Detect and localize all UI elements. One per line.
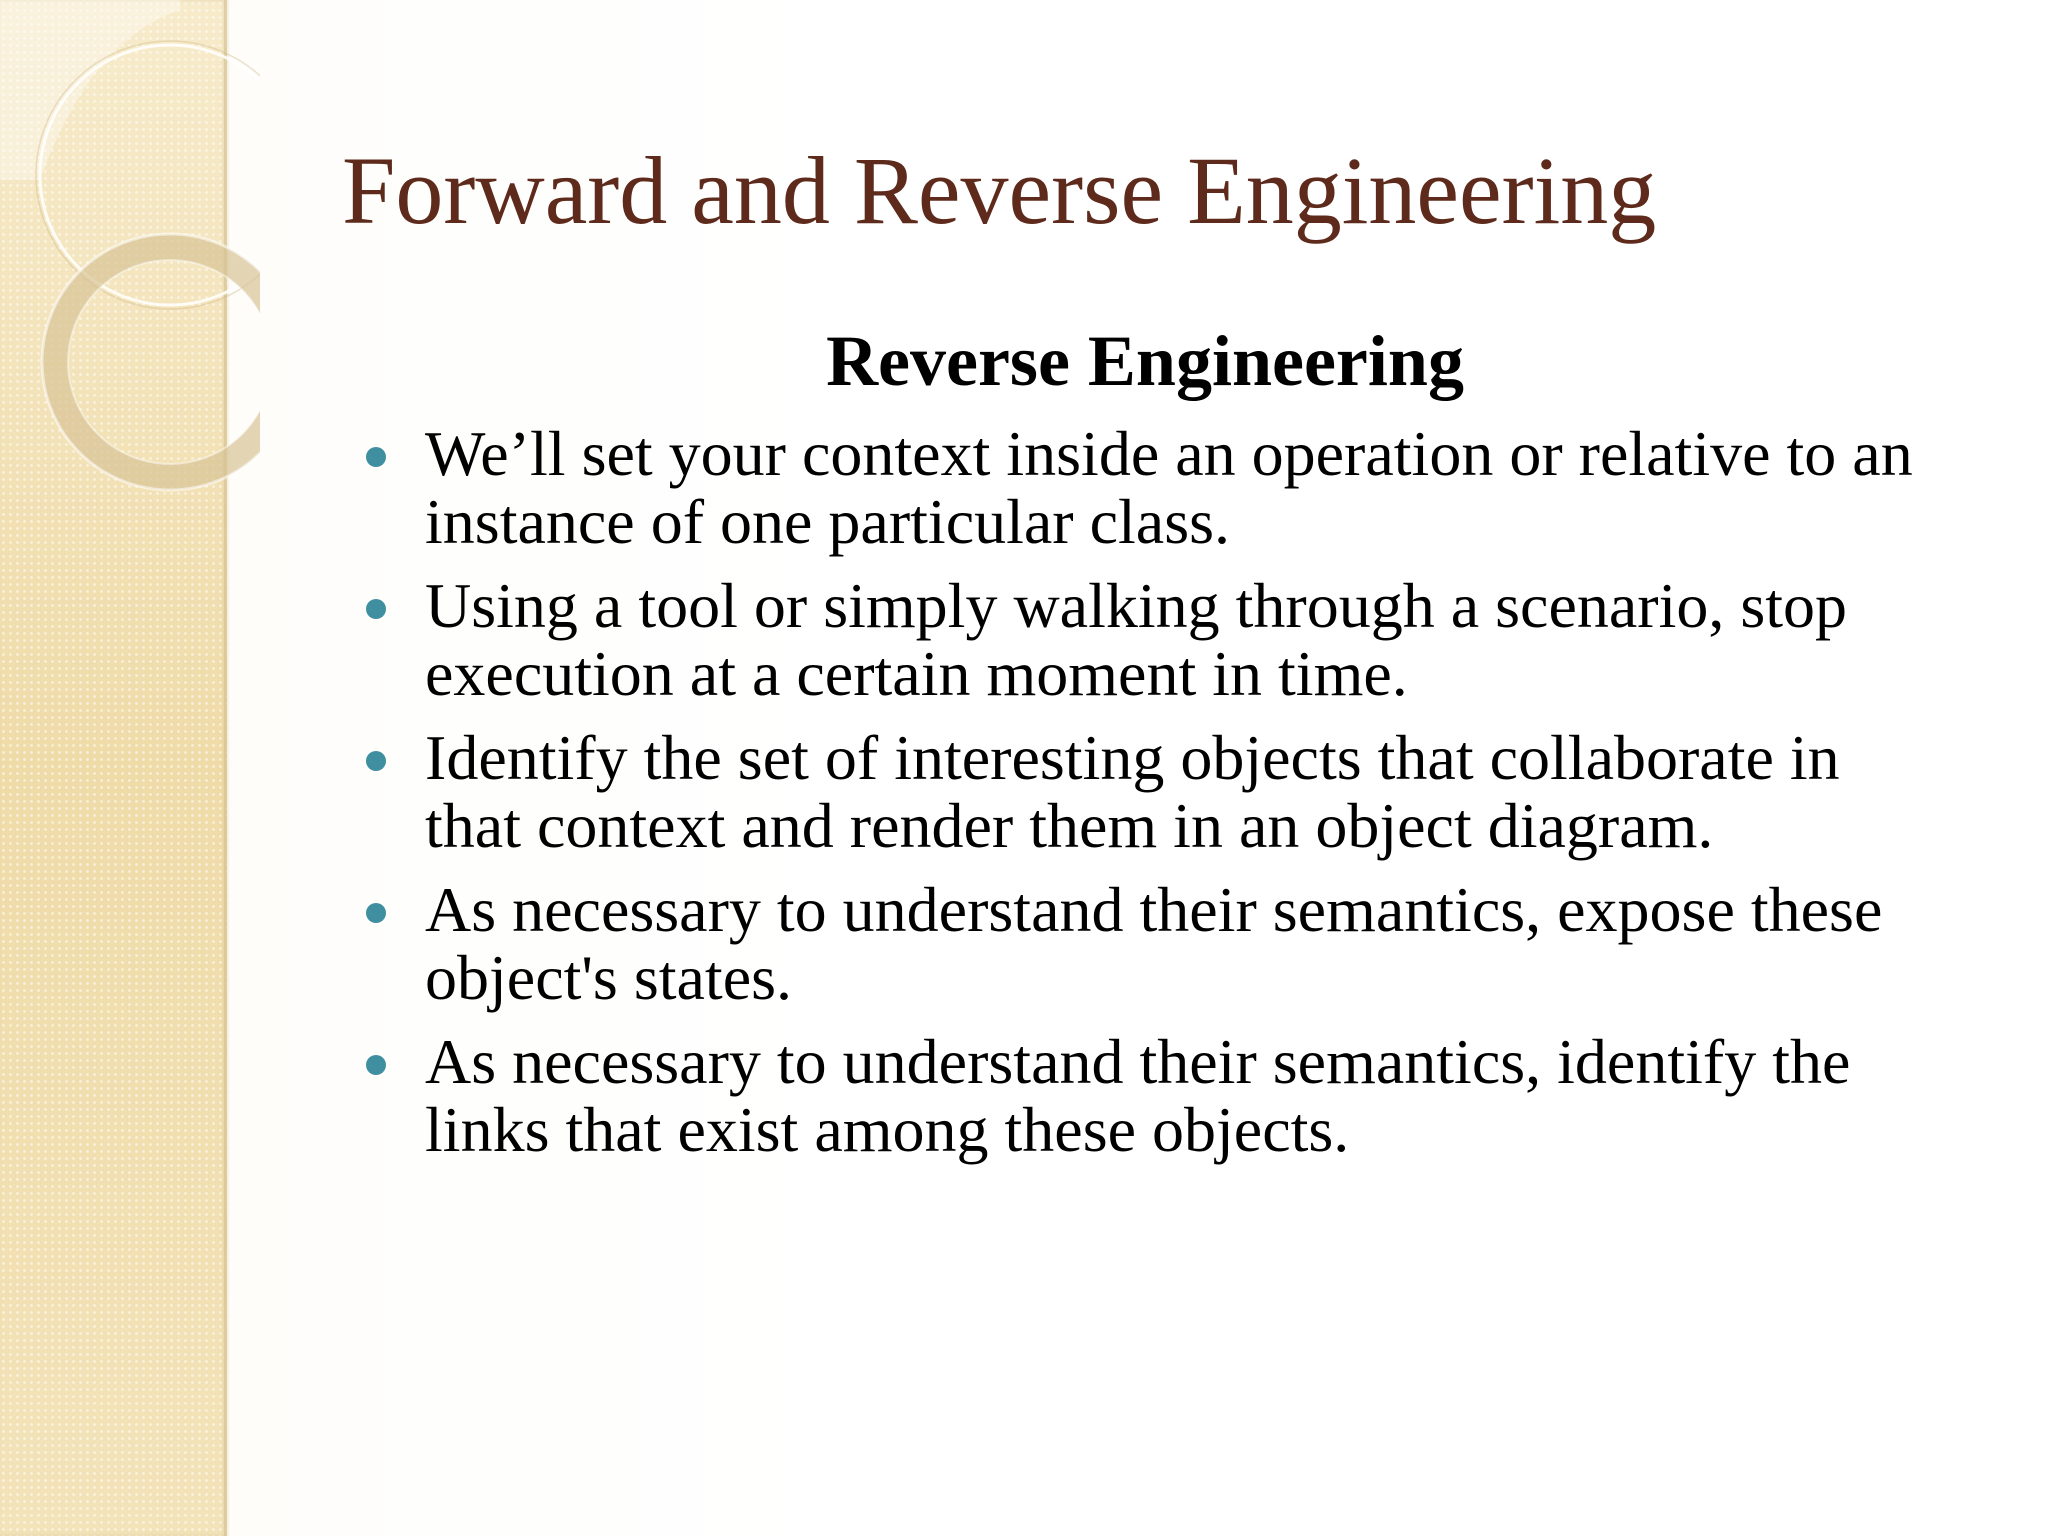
slide-title: Forward and Reverse Engineering	[342, 137, 1657, 244]
bullet-dot-icon	[366, 447, 386, 467]
bullet-text: As necessary to understand their semantics, expose these object's states.	[425, 874, 1883, 1013]
bullet-dot-icon	[366, 1055, 386, 1075]
bullet-dot-icon	[366, 751, 386, 771]
bullet-item	[366, 572, 1926, 708]
bullet-text: Using a tool or simply walking through a scenario, stop execution at a certain moment in time.	[425, 570, 1848, 709]
bullet-item	[366, 420, 1926, 556]
bullet-list	[366, 420, 1926, 1180]
bullet-dot-icon	[366, 903, 386, 923]
bullet-item	[366, 1028, 1926, 1164]
bullet-text: We’ll set your context inside an operation or relative to an instance of one particular class.	[425, 418, 1913, 557]
bullet-item	[366, 876, 1926, 1012]
bullet-item	[366, 724, 1926, 860]
bullet-dot-icon	[366, 599, 386, 619]
slide-subtitle: Reverse Engineering	[826, 321, 1464, 401]
bullet-text: Identify the set of interesting objects that collaborate in that context and render them in an object diagram.	[425, 722, 1840, 861]
bullet-text: As necessary to understand their semantics, identify the links that exist among these objects.	[425, 1026, 1851, 1165]
circle-ornament-icon	[0, 0, 260, 520]
